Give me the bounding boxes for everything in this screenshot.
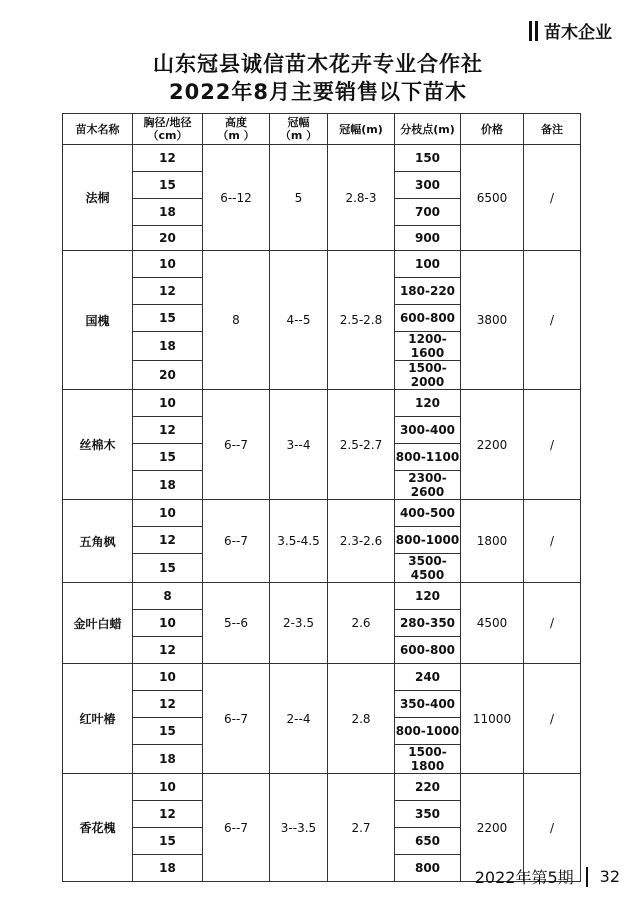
diameter-cell: 18 xyxy=(133,471,203,500)
species-name: 法桐 xyxy=(63,145,133,251)
table-row xyxy=(63,774,581,801)
branch-point-cell: 3500-4500 xyxy=(395,554,461,583)
branch-point-cell: 1200-1600 xyxy=(395,332,461,361)
tag-divider xyxy=(535,21,538,41)
col-header-price: 价格 xyxy=(461,114,524,145)
crown-width-cell: 3--3.5 xyxy=(270,774,328,882)
diameter-cell: 15 xyxy=(133,172,203,199)
species-name: 红叶椿 xyxy=(63,664,133,774)
branch-point-cell: 400-500 xyxy=(395,500,461,527)
branch-point-cell: 350 xyxy=(395,801,461,828)
branch-point-cell: 100 xyxy=(395,251,461,278)
diameter-cell: 10 xyxy=(133,500,203,527)
issue-label: 2022年第5期 xyxy=(474,868,574,887)
branch-point-cell: 800-1100 xyxy=(395,444,461,471)
branch-point-cell: 800-1000 xyxy=(395,718,461,745)
diameter-cell: 8 xyxy=(133,583,203,610)
diameter-cell: 20 xyxy=(133,361,203,390)
branch-point-cell: 900 xyxy=(395,226,461,251)
note-cell: / xyxy=(524,145,581,251)
table-row xyxy=(63,390,581,417)
branch-point-cell: 600-800 xyxy=(395,637,461,664)
price-cell: 2200 xyxy=(461,390,524,500)
branch-point-cell: 300 xyxy=(395,172,461,199)
diameter-cell: 18 xyxy=(133,199,203,226)
table-row xyxy=(63,145,581,172)
diameter-cell: 10 xyxy=(133,610,203,637)
price-cell: 3800 xyxy=(461,251,524,390)
branch-point-cell: 350-400 xyxy=(395,691,461,718)
branch-point-cell: 2300-2600 xyxy=(395,471,461,500)
col-header-diameter: 胸径/地径 （cm） xyxy=(133,114,203,145)
crown-width-cell: 3--4 xyxy=(270,390,328,500)
diameter-cell: 15 xyxy=(133,718,203,745)
price-cell: 11000 xyxy=(461,664,524,774)
branch-point-cell: 800-1000 xyxy=(395,527,461,554)
page-number: 32 xyxy=(599,867,620,886)
branch-point-cell: 700 xyxy=(395,199,461,226)
note-cell: / xyxy=(524,583,581,664)
diameter-cell: 12 xyxy=(133,145,203,172)
table-row xyxy=(63,251,581,278)
note-cell: / xyxy=(524,664,581,774)
crown-width-cell: 5 xyxy=(270,145,328,251)
nursery-price-table xyxy=(62,113,581,882)
price-cell: 2200 xyxy=(461,774,524,882)
height-cell: 6--7 xyxy=(203,664,270,774)
diameter-cell: 15 xyxy=(133,554,203,583)
height-cell: 6--7 xyxy=(203,500,270,583)
height-cell: 5--6 xyxy=(203,583,270,664)
crown-m-cell: 2.8 xyxy=(328,664,395,774)
crown-m-cell: 2.6 xyxy=(328,583,395,664)
tag-divider xyxy=(529,21,532,41)
col-header-crown-width: 冠幅 （m ） xyxy=(270,114,328,145)
branch-point-cell: 220 xyxy=(395,774,461,801)
species-name: 金叶白蜡 xyxy=(63,583,133,664)
diameter-cell: 10 xyxy=(133,664,203,691)
col-header-branch-point: 分枝点(m) xyxy=(395,114,461,145)
page-title: 山东冠县诚信苗木花卉专业合作社 xyxy=(153,52,483,76)
height-cell: 8 xyxy=(203,251,270,390)
branch-point-cell: 180-220 xyxy=(395,278,461,305)
diameter-cell: 12 xyxy=(133,801,203,828)
species-name: 丝棉木 xyxy=(63,390,133,500)
branch-point-cell: 1500-2000 xyxy=(395,361,461,390)
crown-width-cell: 3.5-4.5 xyxy=(270,500,328,583)
branch-point-cell: 800 xyxy=(395,855,461,882)
price-cell: 4500 xyxy=(461,583,524,664)
branch-point-cell: 650 xyxy=(395,828,461,855)
diameter-cell: 18 xyxy=(133,332,203,361)
species-name: 国槐 xyxy=(63,251,133,390)
page-subtitle: 2022年8月主要销售以下苗木 xyxy=(168,80,468,104)
diameter-cell: 15 xyxy=(133,305,203,332)
crown-m-cell: 2.7 xyxy=(328,774,395,882)
height-cell: 6--12 xyxy=(203,145,270,251)
table-header-row xyxy=(63,114,581,145)
branch-point-cell: 280-350 xyxy=(395,610,461,637)
diameter-cell: 12 xyxy=(133,637,203,664)
table-row xyxy=(63,664,581,691)
diameter-cell: 18 xyxy=(133,855,203,882)
page-footer xyxy=(475,865,620,888)
diameter-cell: 20 xyxy=(133,226,203,251)
crown-width-cell: 2--4 xyxy=(270,664,328,774)
crown-m-cell: 2.5-2.8 xyxy=(328,251,395,390)
price-cell: 6500 xyxy=(461,145,524,251)
species-name: 五角枫 xyxy=(63,500,133,583)
diameter-cell: 10 xyxy=(133,774,203,801)
crown-width-cell: 2-3.5 xyxy=(270,583,328,664)
table-row xyxy=(63,500,581,527)
crown-m-cell: 2.8-3 xyxy=(328,145,395,251)
branch-point-cell: 300-400 xyxy=(395,417,461,444)
diameter-cell: 15 xyxy=(133,828,203,855)
branch-point-cell: 120 xyxy=(395,390,461,417)
species-name: 香花槐 xyxy=(63,774,133,882)
col-header-height: 高度 （m ） xyxy=(203,114,270,145)
col-header-crown-m: 冠幅(m) xyxy=(328,114,395,145)
diameter-cell: 12 xyxy=(133,691,203,718)
diameter-cell: 15 xyxy=(133,444,203,471)
col-header-note: 备注 xyxy=(524,114,581,145)
diameter-cell: 12 xyxy=(133,278,203,305)
branch-point-cell: 1500-1800 xyxy=(395,745,461,774)
height-cell: 6--7 xyxy=(203,774,270,882)
crown-m-cell: 2.5-2.7 xyxy=(328,390,395,500)
table-row xyxy=(63,583,581,610)
height-cell: 6--7 xyxy=(203,390,270,500)
diameter-cell: 18 xyxy=(133,745,203,774)
section-tag xyxy=(529,18,612,43)
crown-m-cell: 2.3-2.6 xyxy=(328,500,395,583)
branch-point-cell: 150 xyxy=(395,145,461,172)
price-cell: 1800 xyxy=(461,500,524,583)
footer-divider xyxy=(586,867,588,887)
branch-point-cell: 600-800 xyxy=(395,305,461,332)
section-tag-label: 苗木企业 xyxy=(544,23,612,43)
diameter-cell: 12 xyxy=(133,417,203,444)
diameter-cell: 10 xyxy=(133,251,203,278)
crown-width-cell: 4--5 xyxy=(270,251,328,390)
note-cell: / xyxy=(524,390,581,500)
diameter-cell: 12 xyxy=(133,527,203,554)
note-cell: / xyxy=(524,500,581,583)
note-cell: / xyxy=(524,251,581,390)
diameter-cell: 10 xyxy=(133,390,203,417)
branch-point-cell: 120 xyxy=(395,583,461,610)
note-cell: / xyxy=(524,774,581,882)
branch-point-cell: 240 xyxy=(395,664,461,691)
col-header-name: 苗木名称 xyxy=(63,114,133,145)
